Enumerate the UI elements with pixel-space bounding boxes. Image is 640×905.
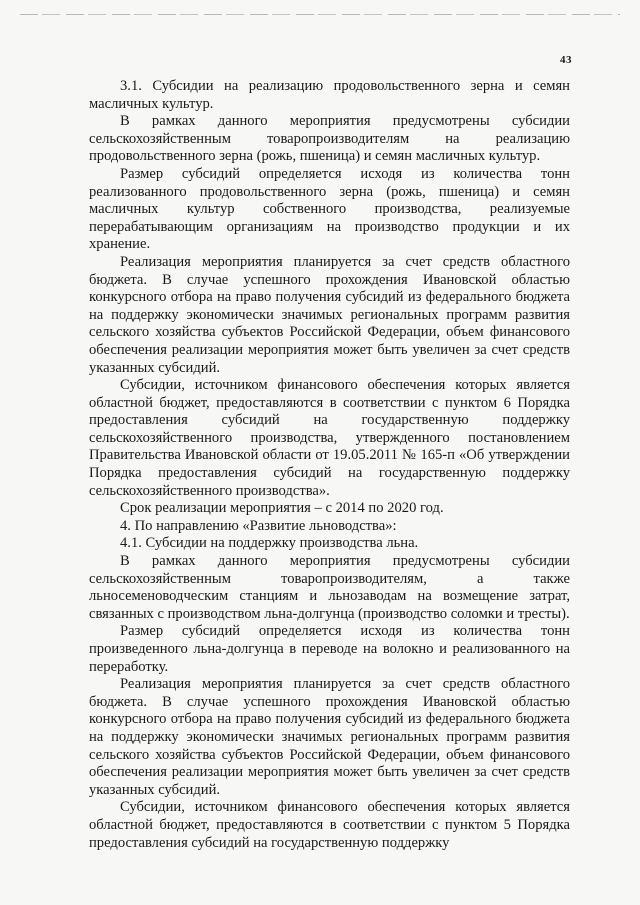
paragraph: В рамках данного мероприятия предусмотрены субсидии сельскохозяйственным товаропроизводителям на реализацию продовольственного зерна (рожь, пшеница) и семян масличных культур. (89, 113, 570, 165)
paragraph: Размер субсидий определяется исходя из количества тонн произведенного льна-долгунца в переводе на волокно и реализованного на переработку. (89, 623, 570, 675)
paragraph: Размер субсидий определяется исходя из количества тонн реализованного продовольственного зерна (рожь, пшеница) и семян масличных культур собственного производства, реализуемые перерабатывающим организациям на производство продукции и их хранение. (89, 165, 570, 253)
paragraph: В рамках данного мероприятия предусмотрены субсидии сельскохозяйственным товаропроизводителям, а также льносеменоводческим станциям и льнозаводам на возмещение затрат, связанных с производством льна-долгунца (производство соломки и тресты). (89, 553, 570, 622)
section-4-heading: 4. По направлению «Развитие льноводства»: (120, 517, 397, 534)
page-number: 43 (560, 54, 572, 66)
paragraph: Реализация мероприятия планируется за счет средств областного бюджета. В случае успешного прохождения Ивановской областью конкурсного отбора на право получения субсидий из федерального бюджета на поддержку экономически значимых региональных программ развития сельского хозяйства субъектов Российской Федерации, объем финансового обеспечения реализации мероприятия может быть увеличен за счет средств указанных субсидий. (89, 253, 570, 376)
paragraph: Срок реализации мероприятия – с 2014 по 2020 год. (120, 500, 444, 517)
paragraph-3-1-heading: 3.1. Субсидии на реализацию продовольственного зерна и семян масличных культур. (89, 78, 570, 112)
paragraph: Субсидии, источником финансового обеспечения которых является областной бюджет, предоставляются в соответствии с пунктом 6 Порядка предоставления субсидий на государственную поддержку сельскохозяйственного производства, утвержденного постановлением Правительства Ивановской области от 19.05.2011 № 165-п «Об утверждении Порядка предоставления субсидий на государственную поддержку сельскохозяйственного производства». (89, 377, 570, 499)
scan-header-line (20, 14, 620, 15)
document-body (89, 78, 570, 852)
paragraph: Реализация мероприятия планируется за счет средств областного бюджета. В случае успешного прохождения Ивановской областью конкурсного отбора на право получения субсидий из федерального бюджета на поддержку экономически значимых региональных программ развития сельского хозяйства субъектов Российской Федерации, объем финансового обеспечения реализации мероприятия может быть увеличен за счет средств указанных субсидий. (89, 676, 570, 798)
paragraph: Субсидии, источником финансового обеспечения которых является областной бюджет, предоставляются в соответствии с пунктом 5 Порядка предоставления субсидий на государственную поддержку (89, 799, 570, 851)
paragraph-4-1-heading: 4.1. Субсидии на поддержку производства льна. (120, 535, 419, 552)
